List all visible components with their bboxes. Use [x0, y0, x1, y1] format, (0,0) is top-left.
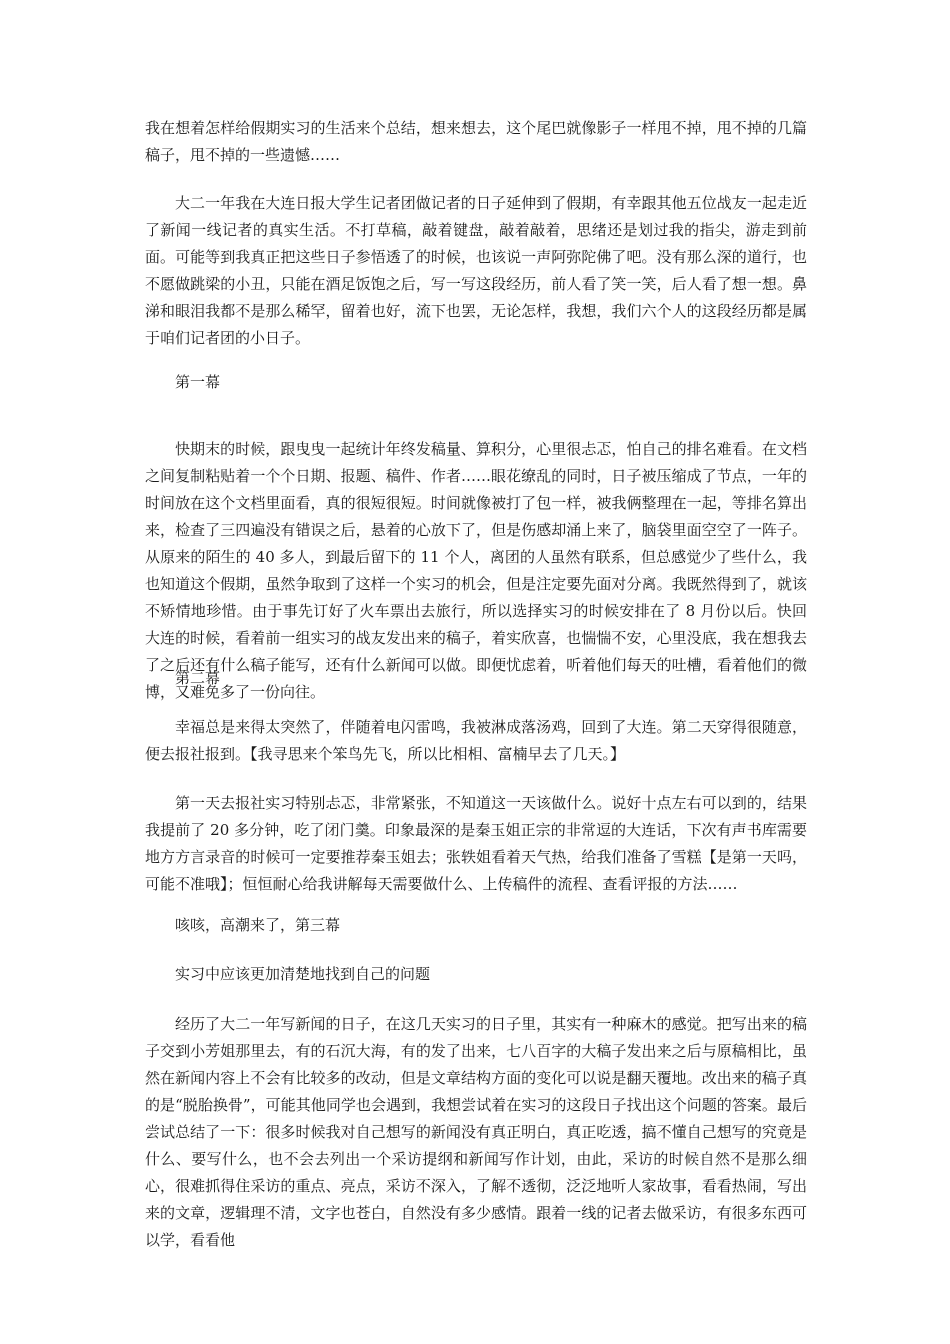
subheading-find-problems: 实习中应该更加清楚地找到自己的问题 — [175, 965, 431, 983]
paragraph-act-one: 快期末的时候，跟曳曳一起统计年终发稿量、算积分，心里很忐忑，怕自己的排名难看。在文档之间复制粘贴着一个个日期、报题、稿件、作者……眼花缭乱的同时，日子被压缩成了节点，一年的时间放在这个文档里面看，真的很短很短。时间就像被打了包一样，被我俩整理在一起，等排名算出来，检查了三四遍没有错误之后，悬着的心放下了，但是伤感却涌上来了，脑袋里面空空了一阵子。从原来的陌生的 40 多人，到最后留下的 11 个人，离团的人虽然有联系，但总感觉少了些什么，我也知道这个假期，虽然争取到了这样一个实习的机会，但是注定要先面对分离。我既然得到了，就该不矫情地珍惜。由于事先订好了火车票出去旅行，所以选择实习的时候安排在了 8 月份以后。快回大连的时候，看着前一组实习的战友发出来的稿子，着实欣喜，也惴惴不安，心里没底，我在想我去了之后还有什么稿子能写，还有什么新闻可以做。即便忧虑着，听着他们每天的吐槽，看着他们的微博，又难免多了一份向往。 — [145, 440, 807, 701]
paragraph-act-two-arrival: 幸福总是来得太突然了，伴随着电闪雷鸣，我被淋成落汤鸡，回到了大连。第二天穿得很随意，便去报社报到。【我寻思来个笨鸟先飞，所以比相相、富楠早去了几天。】 — [145, 718, 807, 763]
paragraph-act-two-first-day: 第一天去报社实习特别忐忑，非常紧张，不知道这一天该做什么。说好十点左右可以到的，结果我提前了 20 多分钟，吃了闭门羹。印象最深的是秦玉姐正宗的非常逗的大连话，下次有声书库需要地方方言录音的时候可一定要推荐秦玉姐去；张轶姐看着天气热，给我们准备了雪糕【是第一天吗，可能不准哦】；恒恒耐心给我讲解每天需要做什么、上传稿件的流程、查看评报的方法…… — [145, 794, 807, 893]
section-heading-act-three: 咳咳，高潮来了，第三幕 — [175, 916, 341, 934]
section-heading-act-two: 第二幕 — [175, 669, 221, 687]
paragraph-act-three: 经历了大二一年写新闻的日子，在这几天实习的日子里，其实有一种麻木的感觉。把写出来的稿子交到小芳姐那里去，有的石沉大海，有的发了出来，七八百字的大稿子发出来之后与原稿相比，虽然在新闻内容上不会有比较多的改动，但是文章结构方面的变化可以说是翻天覆地。改出来的稿子真的是“脱胎换骨”，可能其他同学也会遇到，我想尝试着在实习的这段日子找出这个问题的答案。最后尝试总结了一下：很多时候我对自己想写的新闻没有真正明白，真正吃透，搞不懂自己想写的究竟是什么、要写什么，也不会去列出一个采访提纲和新闻写作计划，由此，采访的时候自然不是那么细心，很难抓得住采访的重点、亮点，采访不深入，了解不透彻，泛泛地听人家故事，看看热闹，写出来的文章，逻辑理不清，文字也苍白，自然没有多少感情。跟着一线的记者去做采访，有很多东西可以学，看看他 — [145, 1015, 807, 1249]
paragraph-background: 大二一年我在大连日报大学生记者团做记者的日子延伸到了假期，有幸跟其他五位战友一起走近了新闻一线记者的真实生活。不打草稿，敲着键盘，敲着敲着，思绪还是划过我的指尖，游走到前面。可能等到我真正把这些日子参悟透了的时候，也该说一声阿弥陀佛了吧。没有那么深的道行，也不愿做跳梁的小丑，只能在酒足饭饱之后，写一写这段经历，前人看了笑一笑，后人看了想一想。鼻涕和眼泪我都不是那么稀罕，留着也好，流下也罢，无论怎样，我想，我们六个人的这段经历都是属于咱们记者团的小日子。 — [145, 194, 807, 347]
paragraph-intro: 我在想着怎样给假期实习的生活来个总结，想来想去，这个尾巴就像影子一样甩不掉，甩不掉的几篇稿子，甩不掉的一些遗憾…… — [145, 119, 807, 164]
section-heading-act-one: 第一幕 — [175, 373, 221, 391]
